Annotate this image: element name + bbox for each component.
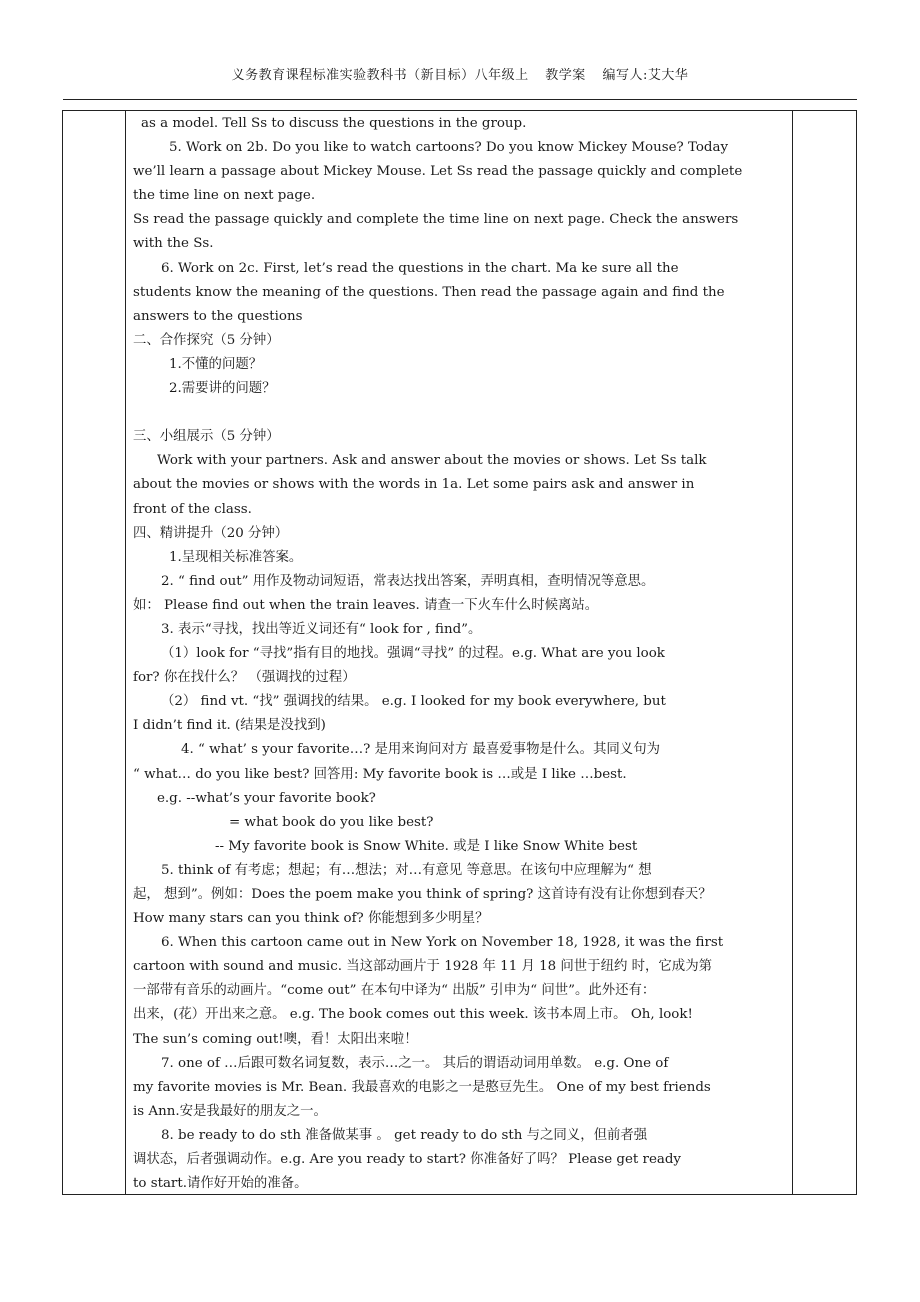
text-line: -- My favorite book is Snow White. 或是 I like Snow White best xyxy=(215,838,638,854)
text-line: Work with your partners. Ask and answer about the movies or shows. Let Ss talk xyxy=(157,453,707,469)
text-line: is Ann.安是我最好的朋友之一。 xyxy=(133,1103,327,1119)
header-rule xyxy=(63,99,857,100)
text-line: “ what… do you like best? 回答用: My favorite book is …或是 I like …best. xyxy=(133,766,627,782)
text-line: e.g. --what’s your favorite book? xyxy=(157,790,376,806)
text-line: 8. be ready to do sth 准备做某事 。 get ready to do sth 与之同义，但前者强 xyxy=(161,1127,648,1143)
text-line: 1.不懂的问题？ xyxy=(169,356,263,372)
text-line: front of the class. xyxy=(133,501,252,517)
text-line: the time line on next page. xyxy=(133,188,316,204)
text-line: as a model. Tell Ss to discuss the questions in the group. xyxy=(141,116,527,131)
header-author: 编写人:艾大华 xyxy=(602,68,689,83)
text-line: 起， 想到”。例如：Does the poem make you think of spring? 这首诗有没有让你想到春天？ xyxy=(133,887,712,902)
text-line: 1.呈现相关标准答案。 xyxy=(169,549,303,565)
section-heading: 四、精讲提升（20 分钟） xyxy=(133,525,289,541)
page-header xyxy=(0,64,920,83)
text-line: my favorite movies is Mr. Bean. 我最喜欢的电影之一是憨豆先生。 One of my best friends xyxy=(133,1079,711,1095)
text-line: I didn’t find it. (结果是没找到) xyxy=(133,718,326,734)
text-line: cartoon with sound and music. 当这部动画片于 1928 年 11 月 18 问世于纽约 时，它成为第 xyxy=(133,959,712,975)
text-line: 5. Work on 2b. Do you like to watch cartoons? Do you know Mickey Mouse? Today xyxy=(169,140,729,156)
text-line: 5. think of 有考虑；想起；有…想法；对…有意见 等意思。在该句中应理解为“ 想 xyxy=(161,862,652,878)
text-line: （1）look for “寻找”指有目的地找。强调“寻找” 的过程。e.g. What are you look xyxy=(161,646,665,662)
text-line: with the Ss. xyxy=(133,236,214,252)
text-line: we’ll learn a passage about Mickey Mouse. Let Ss read the passage quickly and complete xyxy=(133,164,743,180)
text-line: 7. one of …后跟可数名词复数，表示…之一。 其后的谓语动词用单数。 e.g. One of xyxy=(161,1055,669,1071)
text-line: 如： Please find out when the train leaves. 请查一下火车什么时候离站。 xyxy=(133,597,599,613)
header-book-title: 义务教育课程标准实验教科书（新目标）八年级上 xyxy=(231,68,529,83)
text-line: 6. When this cartoon came out in New York on November 18, 1928, it was the first xyxy=(161,935,724,951)
table-divider-right xyxy=(792,110,793,1195)
lesson-content xyxy=(133,112,788,1192)
header-doc-type: 教学案 xyxy=(545,68,586,83)
text-line: The sun’s coming out!噢，看！太阳出来啦！ xyxy=(133,1031,418,1047)
text-line: 调状态，后者强调动作。e.g. Are you ready to start? 你准备好了吗？ Please get ready xyxy=(133,1152,682,1168)
text-line: to start.请作好开始的准备。 xyxy=(133,1176,308,1192)
blank-line xyxy=(133,401,788,425)
text-line: 3. 表示“寻找，找出等近义词还有“ look for , find”。 xyxy=(161,621,482,637)
text-line: 出来，(花）开出来之意。 e.g. The book comes out this week. 该书本周上市。 Oh, look! xyxy=(133,1007,693,1023)
text-line: answers to the questions xyxy=(133,308,303,324)
text-line: Ss read the passage quickly and complete the time line on next page. Check the answers xyxy=(133,212,739,228)
text-line: （2） find vt. “找” 强调找的结果。 e.g. I looked for my book everywhere, but xyxy=(161,694,666,710)
text-line: 6. Work on 2c. First, let’s read the questions in the chart. Ma ke sure all the xyxy=(161,260,679,276)
section-heading: 三、小组展示（5 分钟） xyxy=(133,429,280,445)
table-divider-left xyxy=(125,110,126,1195)
text-line: students know the meaning of the questions. Then read the passage again and find the xyxy=(133,284,725,300)
text-line: How many stars can you think of? 你能想到多少明星？ xyxy=(133,911,489,927)
text-line: about the movies or shows with the words in 1a. Let some pairs ask and answer in xyxy=(133,477,695,493)
text-line: = what book do you like best? xyxy=(229,814,434,830)
text-line: 4. “ what’ s your favorite…? 是用来询问对方 最喜爱事物是什么。其同义句为 xyxy=(181,742,660,758)
text-line: 2. “ find out” 用作及物动词短语，常表达找出答案，弄明真相，查明情况等意思。 xyxy=(161,573,655,589)
text-line: 一部带有音乐的动画片。“come out” 在本句中译为“ 出版” 引申为“ 问世”。此外还有： xyxy=(133,983,656,999)
text-line: 2.需要讲的问题？ xyxy=(169,381,276,397)
section-heading: 二、合作探究（5 分钟） xyxy=(133,332,280,348)
text-line: for? 你在找什么？ （强调找的过程） xyxy=(133,670,356,686)
